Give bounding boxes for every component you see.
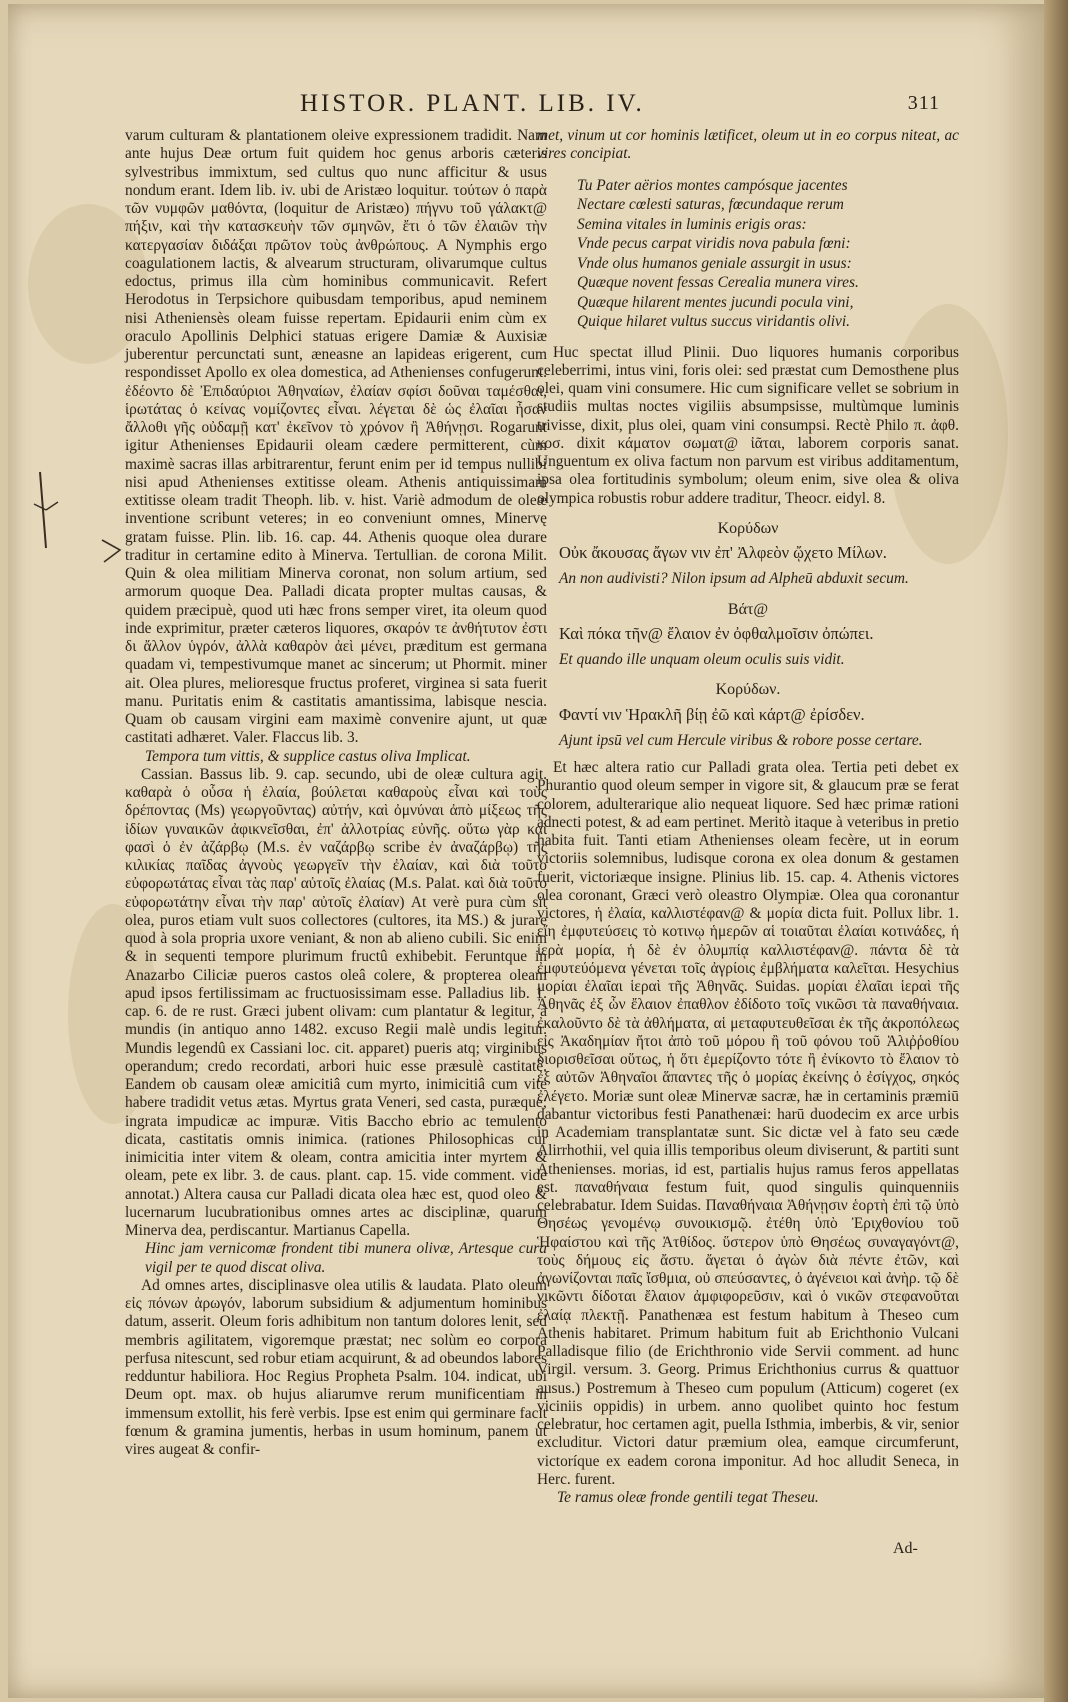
verse-line: Quique hilaret vultus succus viridantis olivi. bbox=[577, 313, 851, 330]
marginal-pointer-mark bbox=[100, 536, 124, 566]
running-title: HISTOR. PLANT. LIB. IV. bbox=[300, 90, 645, 117]
dialogue-speaker: Κορύδων bbox=[717, 519, 779, 537]
right-para-1: Huc spectat illud Plinii. Duo liquores humanis corporibus celeberrimi, intus vini, foris olei: sed præstat cum Demosthene plus olei, quam vini consumere. Hic cum significare vellet se sobrium in studiis multas noctes vigiliis absumpsisse, multùmque luminis trivisse, dixit, plus olei, quam vini consumpsi. Rectè Philo π. ἀφθ. κοσ. dixit κάματον σωματ@ ἰᾶται, laborem corporis sanat. Unguentum ex oliva factum non parvum est viribus additamentum, ipsa olea fortitudinis symbolum; oleum enim, sive olea & oliva olympica robustis robur addere traditur, Theocr. eidyl. 8. bbox=[537, 343, 959, 507]
left-para-3: Ad omnes artes, disciplinasve olea utilis & laudata. Plato oleum εἰς πόνων ἀρωγόν, laborum subsidium & adjumentum hominibus datum, asserit. Oleum foris adhibitum non tantum dolores lenit, sed membris agilitatem, vigoremque præstat; nec solùm eo corpora perfusa nitescunt, sed robur etiam acquirunt, & ad obeundos labores redduntur habiliora. Hoc Regius Propheta Psalm. 104. indicat, ubi Deum opt. max. ob hujus aliarumve rerum munificentiam in immensum extollit, his ferè verbis. Ipse est enim qui germinare facit fœnum & gramina jumentis, herbas in usum hominum, panem ut vires augeat & confir- bbox=[125, 1276, 547, 1458]
left-para-2: Cassian. Bassus lib. 9. cap. secundo, ubi de oleæ cultura agit. καθαρὰ ὁ οὖσα ἡ ἐλαία, βούλεται καθαροὺς εἶναι καὶ τοὺς δρέποντας (Ms) γεωργοῦντας) αὐτήν, καὶ ὀμνύναι ἀπὸ μίξεως τῆς ἰδίων γυναικῶν ἀφικνεῖσθαι, ἐπ' ἀλλοτρίας εὐνῆς. οὕτω γὰρ καὶ φασὶ ὁ ἐν ἀζάρβῳ (M.s. ἐν ναζάρβῳ scribe ἐν ἀναζάρβῳ) τῆς κιλικίας παῖδας ἀγνοὺς γεωργεῖν τὴν ἐλαίαν, καὶ διὰ τοῦτο εὐφορωτάτας εἶναι τὰς παρ' αὐτοῖς ἐλαίας (M.s. Palat. καὶ διὰ τοῦτο εὐφορωτάτην εἶναι τὴν παρ' αὐτοῖς ἐλαίαν) At verè pura cùm sit olea, puros etiam vult suos collectores (cultores, ita MS.) & jurare quod à sola propria uxore veniant, & non ab alieno cubili. Sic enim & in sequenti tempore plurimum fructû exhibebit. Feruntque in Anazarbo Ciliciæ pueros castos oleâ colere, & propterea oleam apud ipsos fertilissimam ac fructuosissimam esse. Palladius lib. 1. cap. 6. de re rust. Græci jubent olivam: cum plantatur & legitur, à mundis (in antiquo anno 1482. excuso Regii malè undis legitur. Mundis legendû ex Cassiani loc. cit. apparet) pueris atq; virginibus operandum; credo recordati, arbori huic esse præsulè castitatê. Eandem ob causam oleæ amicitiâ cum myrto, inimicitiâ cum vite habere tradidit vetus ætas. Myrtus grata Veneri, sed casta, puræque; ingrata impudicæ ac impuræ. Vitis Baccho ebrio ac temulento dicata, castitatis omnis inimica. (rationes Philosophicas cur inimicitia inter vitem & oleam, contra amicitia inter myrtem & oleam, pete ex libr. 3. de caus. plant. cap. 15. vide comment. vide annotat.) Altera causa cur Palladi dicata olea hæc est, quod oleo & lucernarum lucubrationibus omnes artes ac disciplinæ, quarum Minerva dea, perdiscantur. Martianus Capella. bbox=[125, 765, 547, 1239]
dialogue-greek: Φαντί νιν Ἡρακλῆ βίῃ ἐῶ καὶ κάρτ@ ἐρίσδεν. bbox=[559, 704, 865, 724]
verse-block bbox=[537, 176, 959, 332]
dialogue-speaker: Κορύδων. bbox=[715, 681, 781, 699]
left-para-1: varum culturam & plantationem oleive expressionem tradidit. Nam ante hujus Deæ ortum fuit quidem hoc genus arboris cæteris sylvestribus immixtum, sed cultus quo nunc afficitur & usus nondum erant. Idem lib. iv. ubi de Aristæo loquitur. τούτων ὁ παρὰ τῶν νυμφῶν μαθόντα, (loquitur de Aristæo) πήγνυ τοῦ γάλακτ@ πήξιν, καὶ τὴν κατασκευὴν τῶν σμηνῶν, ἔτι ὁ τῶν ἐλαιῶν τὴν κατεργασίαν διδάξαι πρῶτον τοὺς ἀνθρώπους. A Nymphis ergo coagulationem lactis, & alvearum structuram, olivarumque cultus edoctus, primus illa cùm hominibus communicavit. Refert Herodotus in Terpsichore quibusdam temporibus, apud neminem nisi Atheniensès oleam fuisse repertam. Epidaurii enim cùm ex oraculo Apollinis Delphici statuas erigere Damiæ & Auxisiæ juberentur percunctati sunt, æneasne an lapideas erigerent, cum respondisset Apollo ex olea domestica, ad Athenienses confugerunt. ἐδέοντο δὲ Ἐπιδαύριοι Ἀθηναίων, ἐλαίαν σφίσι δοῦναι ταμέσθαι, ἱρωτάτας ὁ κείνας νομίζοντες εἶναι. λέγεται δὲ ὡς ἐλαῖαι ἦσαν ἄλλοθι γῆς οὐδαμῇ κατ' ἐκεῖνον τὸ χρόνον ἢ Ἀθήνῃσι. Rogarunt igitur Athenienses Epidaurii oleam cædere permitterent, cùm maximè sacras illas arbitrarentur, ferunt enim per id tempus nullibi nisi apud Athenienses extitisse oleam. Athenis antiquissimam extitisse oleam tradit Theoph. lib. v. hist. Variè admodum de oleæ inventione scribunt veteres; in eo conveniunt omnes, Minervę gratam fuisse. Plin. lib. 16. cap. 44. Athenis quoque olea durare traditur in certamine edito à Minerva. Tertullian. de corona Milit. Quin & olea militiam Minerva coronat, non solum artium, sed armorum quoque Dea. Palladi dicata propter multas causas, & quidem præcipuè, quod uti hæc frons semper viret, ita oleum quod inde exprimitur, præter cæteros liquores, σκαρόν τε ἀνθήτυτον ἐστι δι ἄλλον ὑγρόν, ἀλλὰ καθαρὸν ἀεὶ μένει, præditum est germana quadam vi, tempestivumque manet ac sincerum; ut Phormit. miner ait. Olea plures, melioresque fructus proferet, virginea si sata fuerit manu. Puritatis enim & castitatis amantissima, labisque nescia. Quam ob causam virgini eam maximè convenire ajunt, ut quæ castitati adhæret. Valer. Flaccus lib. 3. bbox=[125, 127, 547, 747]
dialogue-latin: Et quando ille unquam oleum oculis suis vidit. bbox=[559, 651, 845, 668]
verse-line: Vnde olus humanos geniale assurgit in usus: bbox=[577, 254, 852, 272]
marginal-pen-mark bbox=[28, 470, 62, 550]
verse-line: Quæque novent fessas Cerealia munera vires. bbox=[577, 274, 859, 291]
dialogue-greek: Οὐκ ἄκουσας ἄγων νιν ἐπ' Ἀλφεὸν ᾤχετο Μίλων. bbox=[559, 543, 887, 562]
verse-line: Semina vitales in luminis erigis oras: bbox=[577, 215, 807, 233]
verse-line: Vnde pecus carpat viridis nova pabula fœni: bbox=[577, 235, 851, 252]
folio-number: 311 bbox=[907, 92, 940, 114]
verse-line: Quæque hilarent mentes jucundi pocula vini, bbox=[577, 293, 854, 311]
left-verse-flaccus: Tempora tum vittis, & supplice castus oliva Implicat. bbox=[145, 747, 471, 765]
verse-line: Nectare cœlesti saturas, fœcundaque rerum bbox=[577, 196, 844, 213]
left-verse-capella: Hinc jam vernicomæ frondent tibi munera olivæ, Artesque cura vigil per te quod discat oliva. bbox=[145, 1240, 547, 1276]
catchword: Ad- bbox=[893, 1540, 918, 1557]
right-para-2: Et hæc altera ratio cur Palladi grata olea. Tertia peti debet ex Phurantio quod oleum semper in vigore sit, & glaucum præ se ferat colorem, adulterarique alio nequeat liquore. Sed hæc primæ rationi adnecti potest, & ad eam pertinet. Meritò itaque à veteribus in pretio habita fuit. Tanti etiam Athenienses oleam fecère, ut in eorum victoriis solemnibus, ludisque corona ex olea donum & gestamen fuerit, victoriæque insigne. Plinius lib. 15. cap. 4. Athenis victores olea coronant, Græci verò oleastro Olympiæ. Olea qua coronantur victores, ἡ ἐλαία, καλλιστέφαν@ & μορία dicta fuit. Pollux libr. 1. εἴη ἐμφυτεύσεις τὸ κοτινῳ ἡμερῶν αἱ τοιαῦται ἐλαίαι κοτινάδες, ἡ ἱερὰ μορία, ἡ δὲ ἐν ὀλυμπίᾳ καλλιστέφαν@. πάντα δὲ τὰ ἐμφυτεύόμενα γένεται τοῖς ἀγρίοις ἐμβλήματα καλεῖται. Hesychius μορίαι ἐλαῖαι ἱεραὶ τῆς Ἀθηνᾶς. Suidas. μορίαι ἐλαῖαι ἱεραὶ τῆς Ἀθηνᾶς ἐξ ὧν ἔλαιον ἐπαθλον ἐδίδοτο τοῖς νικῶσι τὰ παναθήναια. ἐκαλοῦντο δὲ τὰ ἀθλήματα, αἱ μεταφυτευθεῖσαι ἐκ τῆς ἀκροπόλεως εἰς Ἀκαδημίαν ἤτοι ἀπὸ τοῦ μόρου ἢ τοῦ φόνου τοῦ Ἁλιῤῥοθίου διορισθεῖσαι οὕτως, ἡ ὅτι ἐμερίζοντο τότε ἢ ἐνίκοντο τὸ ἔλαιον τὸ ἐξ αὐτῶν Ἀθηναῖοι ἅπαντες τῆς ὁ μορίας ἐκείνης ὁ ἐσίγχος, σηκός ἐλέγετο. Moriæ sunt oleæ Minervæ sacræ, hæ in certaminis præmiū dabantur victoribus festi Panathenæi: harū duodecim ex arce urbis in Academiam transplantatæ sunt. Sic dictæ vel à fato seu cæde Alirrhothii, vel quia illis temporibus oleum diviserunt, & partiti sunt Athenienses. morias, id est, partialis hujus ramus feros appellatas est. παναθήναια festum fuit, quod singulis quinquenniis celebrabatur. Idem Suidas. Παναθήναια Ἀθήνῃσιν ἑορτὴ ἐπὶ τῷ ὑπὸ Θησέως γενομένῳ συνοικισμῷ. ἐτέθη ὑπὸ Ἐριχθονίου τοῦ Ἡφαίστου καὶ τῆς Ἀτθίδος. ὕστερον ὑπὸ Θησέως συναγαγόντ@, τοὺς δήμους εἰς ἄστυ. ἄγεται ὁ ἀγὼν διὰ πέντε ἐτῶν, καὶ ἀγωνίζονται παῖς ἴσθμια, οὐ σπεύσαντες, ὁ ἀγένειοι καὶ ἀνὴρ. τῷ δὲ νικῶντι δίδοται ἔλαιον ἀμφιφορεῦσιν, καὶ ὁ νικῶν στεφανοῦται ἐλαίᾳ πλεκτῇ. Panathenæa est festum habitum à Theseo cum Athenis habitaret. Primum habitum fuit ab Erichthonio Vulcani Palladisque filio (de Erichthronio vide Servii comment. ad hunc Virgil. versum. 3. Georg. Primus Erichthonius currus & quattuor ausus.) Postremum à Theseo cum populum (Atticum) cogeret (ex viciniis oppidis) in urbem. anno quolibet quinto hoc festum celebratur, hoc certamen agit, puella Isthmia, imberbis, & vir, senior excluditur. Victori datur præmium olea, eamque circumferunt, victoríque ex eadem corona imponitur. Ad hoc alludit Seneca, in Herc. furent. bbox=[537, 759, 959, 1488]
closing-verse: Te ramus oleæ fronde gentili tegat Theseu. bbox=[557, 1489, 819, 1506]
dialogue-speaker: Βάτ@ bbox=[727, 600, 769, 618]
verse-line: Tu Pater aërios montes campósque jacentes bbox=[577, 176, 848, 194]
dialogue-greek: Καὶ πόκα τῆν@ ἔλαιον ἐν ὀφθαλμοῖσιν ὀπώπει. bbox=[559, 623, 874, 643]
book-spine bbox=[1044, 0, 1068, 1702]
right-intro: met, vinum ut cor hominis lætificet, oleum ut in eo corpus niteat, ac vires concipiat. bbox=[537, 127, 959, 163]
dialogue-latin: Ajunt ipsū vel cum Hercule viribus & robore posse certare. bbox=[559, 731, 923, 749]
dialogue-latin: An non audivisti? Nilon ipsum ad Alpheū abduxit secum. bbox=[559, 570, 909, 588]
left-column bbox=[125, 127, 547, 1459]
right-column bbox=[537, 127, 959, 1507]
running-header bbox=[300, 90, 940, 120]
